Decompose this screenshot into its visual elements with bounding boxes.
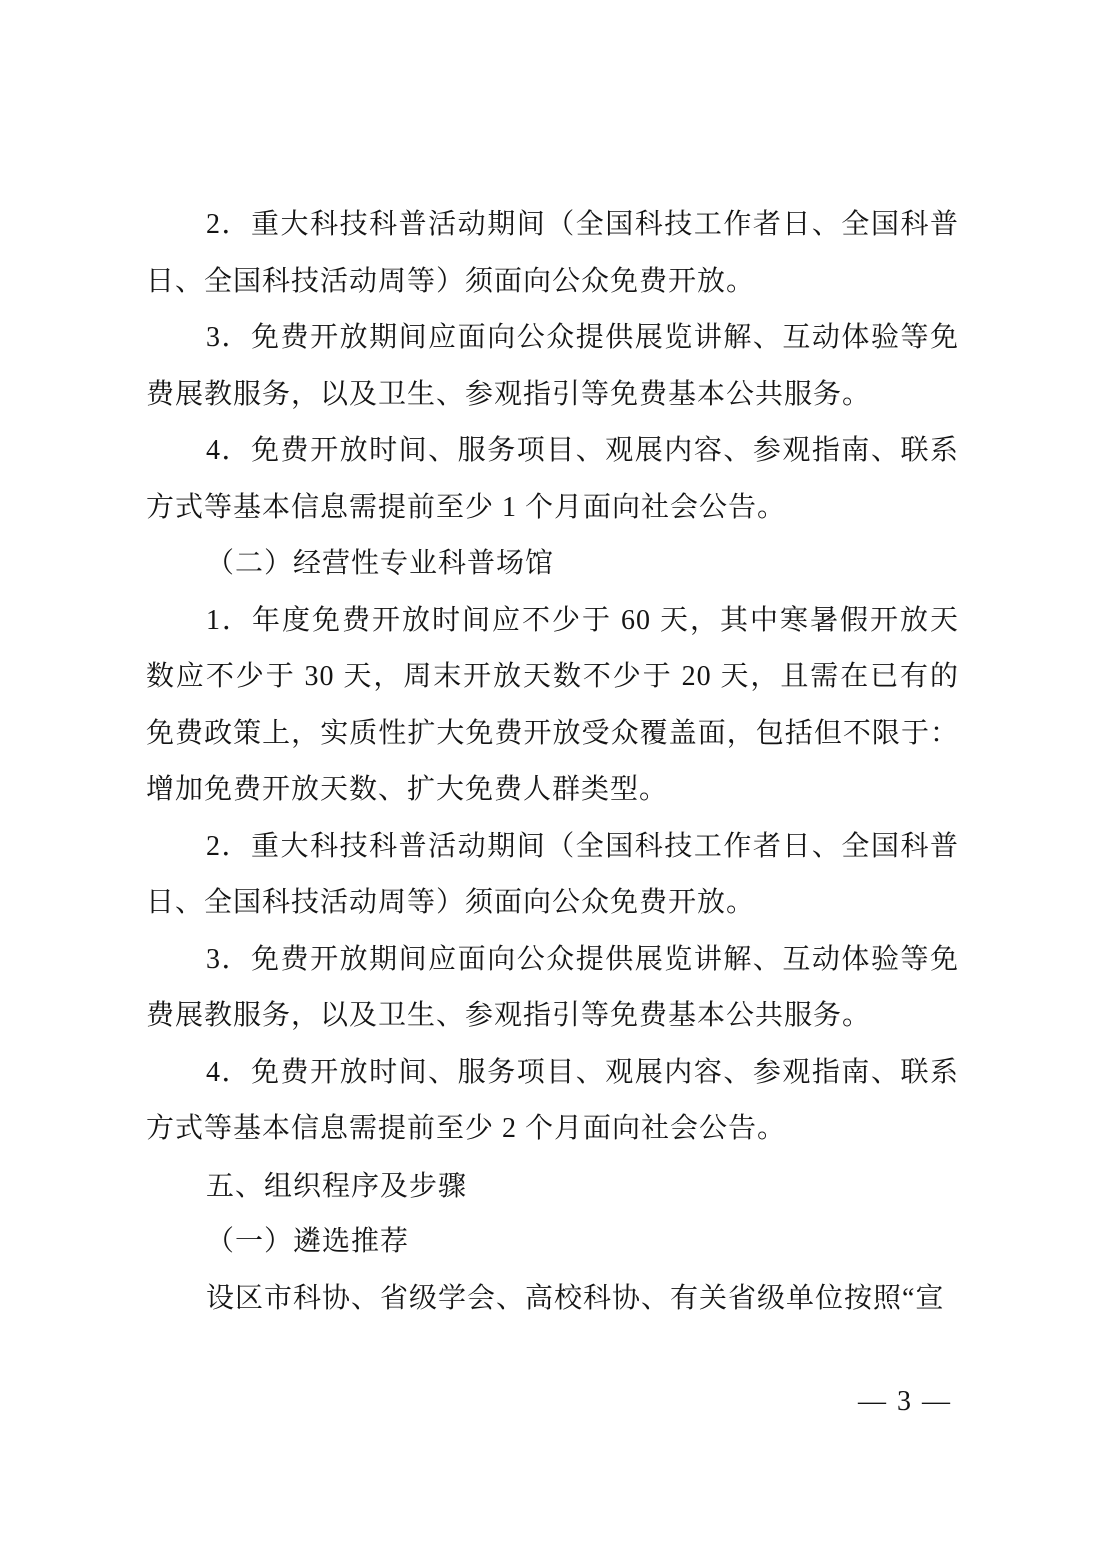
paragraph-item1-annual-free-open-days: 1．年度免费开放时间应不少于 60 天，其中寒暑假开放天数应不少于 30 天，周末开放天数不少于 20 天，且需在已有的免费政策上，实质性扩大免费开放受众覆盖面，包括但不限于：增加免费开放天数、扩大免费人群类型。 (146, 604, 959, 805)
paragraph-item3-free-exhibition-services-repeat: 3．免费开放期间应面向公众提供展览讲解、互动体验等免费展教服务，以及卫生、参观指引等免费基本公共服务。 (146, 943, 959, 1031)
paragraph-item4-public-notice-one-month: 4．免费开放时间、服务项目、观展内容、参观指南、联系方式等基本信息需提前至少 1 个月面向社会公告。 (146, 435, 959, 523)
heading-section-two-commercial-science-venues: （二）经营性专业科普场馆 (206, 548, 555, 579)
heading-section-five-organization-procedures: 五、组织程序及步骤 (206, 1169, 468, 1201)
paragraph-item4-public-notice-two-months: 4．免费开放时间、服务项目、观展内容、参观指南、联系方式等基本信息需提前至少 2 个月面向社会公告。 (146, 1056, 959, 1144)
paragraph-item3-free-exhibition-services: 3．免费开放期间应面向公众提供展览讲解、互动体验等免费展教服务，以及卫生、参观指引等免费基本公共服务。 (146, 322, 959, 410)
document-body (146, 197, 959, 1327)
heading-subsection-one-selection-recommendation: （一）遴选推荐 (206, 1226, 410, 1257)
page-number: — 3 — (858, 1386, 952, 1417)
paragraph-item2-major-science-events-repeat: 2．重大科技科普活动期间（全国科技工作者日、全国科普日、全国科技活动周等）须面向公众免费开放。 (146, 830, 959, 918)
paragraph-item2-major-science-events: 2．重大科技科普活动期间（全国科技工作者日、全国科普日、全国科技活动周等）须面向公众免费开放。 (146, 209, 959, 297)
paragraph-selection-recommendation-intro: 设区市科协、省级学会、高校科协、有关省级单位按照“宣 (206, 1282, 945, 1314)
